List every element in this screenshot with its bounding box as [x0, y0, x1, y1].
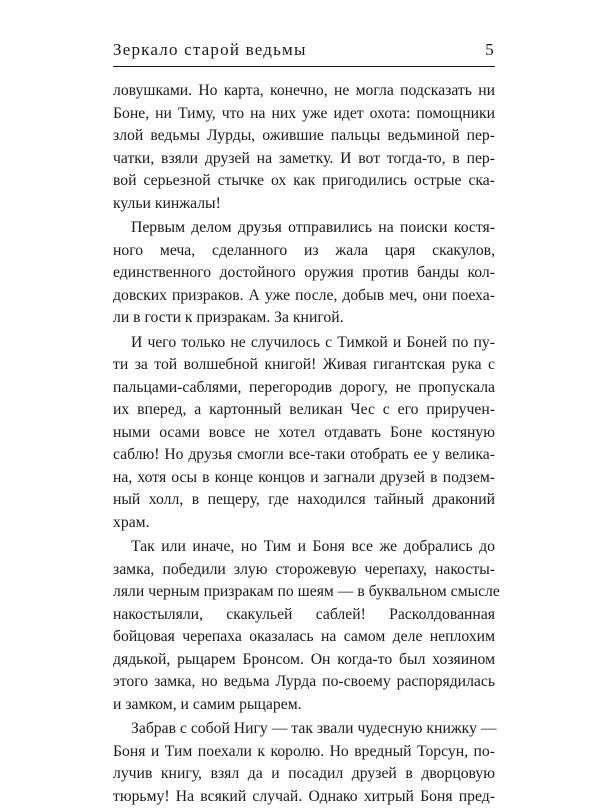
text-line: лучив книгу, взял да и посадил друзей в дворцовую: [113, 765, 495, 782]
text-line: дядькой, рыцарем Бронсом. Он когда-то был хозяином: [113, 650, 495, 668]
text-line: ловушками. Но карта, конечно, не могла подсказать ни: [113, 82, 495, 99]
text-line: Первым делом друзья отправились на поиски костя-: [131, 219, 495, 236]
text-line: и замком, и самим рыцарем.: [113, 695, 302, 713]
text-line: кульи кинжалы!: [113, 194, 221, 212]
paragraph: [113, 80, 495, 215]
running-title: Зеркало старой ведьмы: [113, 40, 307, 59]
paragraph: [113, 536, 500, 716]
text-line: ного меча, сделанного из жала царя скакулов,: [113, 241, 495, 259]
paragraph: [113, 332, 495, 535]
text-line: накостыляли, скакульей саблей! Расколдованная: [113, 605, 495, 623]
running-header: [113, 40, 495, 60]
text-body: [113, 80, 500, 810]
text-line: ти за той волшебной книгой! Живая гигантская рука с: [113, 356, 495, 373]
text-line: на, хотя осы в конце концов и загнали друзей в подзем-: [113, 468, 495, 486]
paragraph: [113, 718, 495, 808]
text-line: тюрьму! На всякий случай. Однако хитрый Боня пред-: [113, 787, 495, 805]
text-line: Так или иначе, но Тим и Боня все же добрались до: [131, 538, 495, 555]
text-line: этого замка, но ведьма Лурда по-своему распорядилась: [113, 673, 495, 690]
header-rule: [113, 66, 495, 67]
paragraph: [113, 217, 495, 330]
text-line: И чего только не случилось с Тимкой и Боней по пу-: [131, 333, 495, 351]
text-line: их вперед, а картонный великан Чес с его приручен-: [113, 401, 495, 418]
text-line: чатки, взяли друзей на заметку. И вот тогда-то, в пер-: [113, 149, 495, 167]
text-line: пальцами-саблями, перегородив дорогу, не пропускала: [113, 378, 495, 396]
text-line: ли в гости к призракам. За книгой.: [113, 309, 344, 326]
text-line: Боня и Тим поехали к королю. Но вредный Торсун, по-: [113, 742, 495, 760]
text-line: храм.: [113, 513, 150, 531]
page-number: 5: [485, 40, 495, 59]
text-line: бойцовая черепаха оказалась на самом деле неплохим: [113, 628, 495, 645]
text-line: злой ведьмы Лурды, ожившие пальцы ведьминой пер-: [113, 127, 495, 144]
text-line: вой серьезной стычке ох как пригодились острые ска-: [113, 172, 495, 189]
text-line: ляли черным призракам по шеям — в буквальном смысле: [113, 583, 500, 600]
text-line: саблю! Но друзья смогли все-таки отобрать ее у велика-: [113, 446, 495, 463]
text-line: Забрав с собой Нигу — так звали чудесную книжку —: [131, 720, 497, 737]
text-line: единственного достойного оружия против банды кол-: [113, 264, 495, 281]
text-line: замка, победили злую сторожевую черепаху, накосты-: [113, 560, 495, 578]
text-line: довских призраков. А уже после, добыв меч, они поеха-: [113, 286, 495, 304]
text-line: ный холл, в пещеру, где находился тайный драконий: [113, 491, 495, 508]
text-line: ными осами вовсе не хотел отдавать Боне костяную: [113, 423, 495, 441]
text-line: Боне, ни Тиму, что на них уже идет охота: помощники: [113, 104, 495, 122]
